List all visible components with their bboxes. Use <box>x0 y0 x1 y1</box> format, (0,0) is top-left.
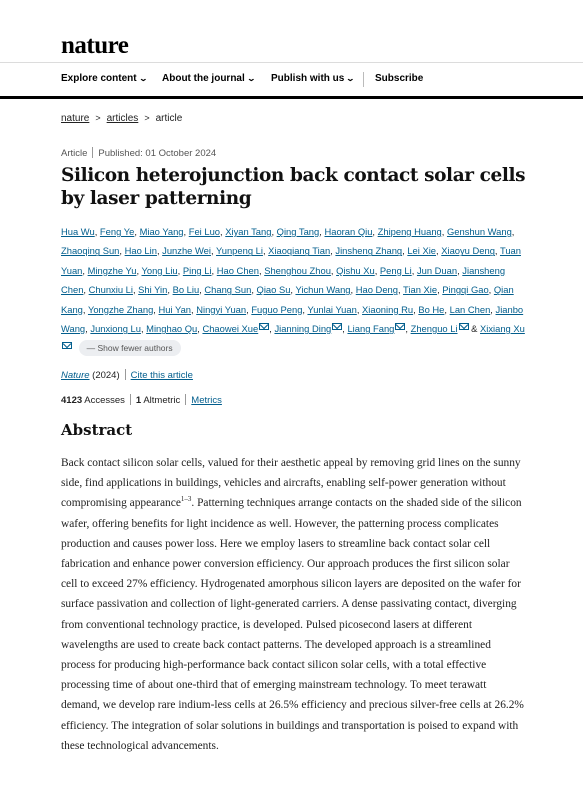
author-link[interactable]: Genshun Wang <box>446 226 512 237</box>
author-link[interactable]: Qiao Su <box>256 284 291 296</box>
breadcrumb-current: article <box>155 113 183 124</box>
author-link[interactable]: Yong Liu <box>141 264 178 276</box>
author-ampersand: & <box>471 323 478 335</box>
author-link[interactable]: Xiaoyu Deng <box>441 245 495 257</box>
citation-line <box>61 369 193 381</box>
author-link[interactable]: Hao Deng <box>355 284 398 296</box>
author-link[interactable]: Tuan Yuan <box>61 245 521 276</box>
author-list: Hua Wu, Feng Ye, Miao Yang, Fei Luo, Xiyan Tang, Qing Tang, Haoran Qiu, Zhipeng Huang, Genshun Wang, Zhaoqing Sun, Hao Lin, Junzhe Wei, Yunpeng Li, Xiaoqiang Tian, Jinsheng Zhang, Lei Xie, Xiaoyu Deng, Tuan Yuan, Mingzhe Yu, Yong Liu, Ping Li, Hao Chen, Shenghou Zhou, Qishu Xu, Peng Li, Jun Duan, Jiansheng Chen, Chunxiu Li, Shi Yin, Bo Liu, Chang Sun, Qiao Su, Yichun Wang, Hao Deng, Tian Xie, Pingqi Gao, Qian Kang, Yongzhe Zhang, Hui Yan, Ningyi Yuan, Fuguo Peng, Yunlai Yuan, Xiaoning Ru, Bo He, Lan Chen, Jianbo Wang, Junxiong Lu, Minghao Qu, Chaowei Xue , Jianning Ding , Liang Fang , Zhenguo Li & Xixiang Xu — Show fewer authors <box>61 222 531 358</box>
author-link[interactable]: Chunxiu Li <box>88 284 133 296</box>
author-link[interactable]: Chaowei Xue <box>202 323 259 335</box>
author-link[interactable]: Ping Li <box>182 264 212 276</box>
journal-link[interactable]: Nature <box>61 370 90 381</box>
chevron-right-icon: > <box>144 113 150 123</box>
author-link[interactable]: Hao Lin <box>124 245 157 257</box>
author-link[interactable]: Haoran Qiu <box>324 226 373 237</box>
author-link[interactable]: Hua Wu <box>61 226 95 237</box>
show-fewer-label: Show fewer authors <box>97 343 173 354</box>
metrics-link[interactable]: Metrics <box>191 395 222 406</box>
author-link[interactable]: Junzhe Wei <box>162 245 211 257</box>
author-link[interactable]: Yunpeng Li <box>216 245 263 257</box>
author-link[interactable]: Jun Duan <box>416 264 458 276</box>
breadcrumb-nature[interactable]: nature <box>61 113 90 124</box>
nature-logo[interactable]: nature <box>61 32 129 59</box>
author-link[interactable]: Zhenguo Li <box>410 323 458 335</box>
nav-divider <box>363 72 364 87</box>
reference-superscript[interactable]: 1–3 <box>180 495 192 504</box>
accesses-label: Accesses <box>84 395 125 406</box>
author-link[interactable]: Miao Yang <box>139 226 184 237</box>
email-icon[interactable] <box>332 323 342 330</box>
author-link[interactable]: Ningyi Yuan <box>196 303 247 315</box>
masthead <box>0 0 583 62</box>
abstract-heading: Abstract <box>61 421 133 439</box>
author-link[interactable]: Jianning Ding <box>274 323 332 335</box>
author-link[interactable]: Yunlai Yuan <box>307 303 357 315</box>
metrics-divider <box>130 394 131 405</box>
author-link[interactable]: Shenghou Zhou <box>264 264 331 276</box>
author-link[interactable]: Shi Yin <box>138 284 168 296</box>
main-nav <box>0 62 583 99</box>
author-link[interactable]: Qing Tang <box>276 226 320 237</box>
author-link[interactable]: Fuguo Peng <box>251 303 303 315</box>
abstract-text-part1: Back contact silicon solar cells, valued for their aesthetic appeal by removing grid lines on the sunny side, find applications in buildings, vehicles and aircrafts, enabling self-power generation without compromising appearance <box>61 457 521 510</box>
altmetric-count: 1 <box>135 395 142 406</box>
author-link[interactable]: Zhaoqing Sun <box>61 245 120 257</box>
metrics-divider <box>185 394 186 405</box>
minus-icon: — <box>86 343 98 354</box>
breadcrumb-articles[interactable]: articles <box>106 113 139 124</box>
cite-this-article-link[interactable]: Cite this article <box>130 370 193 381</box>
altmetric-label: Altmetric <box>143 395 181 406</box>
chevron-down-icon: ⌄ <box>138 74 148 83</box>
author-link[interactable]: Lei Xie <box>407 245 437 257</box>
author-link[interactable]: Lan Chen <box>449 303 491 315</box>
author-link[interactable]: Mingzhe Yu <box>87 264 137 276</box>
article-type: Article <box>61 148 88 159</box>
author-link[interactable]: Xixiang Xu <box>480 323 525 335</box>
author-link[interactable]: Zhipeng Huang <box>377 226 442 237</box>
email-icon[interactable] <box>259 323 269 330</box>
author-link[interactable]: Xiaoqiang Tian <box>268 245 331 257</box>
author-link[interactable]: Jinsheng Zhang <box>335 245 403 257</box>
author-link[interactable]: Jiansheng Chen <box>61 264 506 296</box>
author-link[interactable]: Peng Li <box>379 264 412 276</box>
author-link[interactable]: Jianbo Wang <box>61 303 524 335</box>
abstract-text <box>61 453 524 756</box>
author-link[interactable]: Bo Liu <box>172 284 200 296</box>
author-link[interactable]: Minghao Qu <box>146 323 198 335</box>
chevron-down-icon: ⌄ <box>346 74 356 83</box>
breadcrumb <box>61 113 182 124</box>
author-link[interactable]: Xiaoning Ru <box>362 303 414 315</box>
author-link[interactable]: Chang Sun <box>204 284 252 296</box>
author-link[interactable]: Qian Kang <box>61 284 514 315</box>
author-link[interactable]: Feng Ye <box>99 226 135 237</box>
author-link[interactable]: Qishu Xu <box>336 264 375 276</box>
nav-about-journal[interactable]: About the journal ⌄ <box>162 73 256 84</box>
email-icon[interactable] <box>62 342 72 349</box>
article-meta <box>61 147 216 159</box>
author-link[interactable]: Yongzhe Zhang <box>87 303 154 315</box>
article-title: Silicon heterojunction back contact solar cells by laser patterning <box>61 165 526 209</box>
abstract-text-part2: . Patterning techniques arrange contacts on the shaded side of the silicon wafer, offering benefits for light incidence as well. However, the patterning process complicates production and causes power loss. Here we employ lasers to streamline back contact solar cell fabrication and enhance power conversion efficiency. Our approach produces the first silicon solar cell to exceed 27% efficiency. Hydrogenated amorphous silicon layers are deposited on the wafer for surface passivation and collection of light-generated carriers. A dense passivating contact, diverging from conventional technology practice, is developed. Pulsed picosecond lasers at different wavelengths are used to create back contact patterns. The developed approach is a streamlined process for producing high-performance back contact silicon solar cells, with a total effective processing time of about one-third that of emerging mainstream technology. To meet terawatt demand, we develop rare indium-less cells at 26.5% efficiency and precious silver-free cells at 26.2% efficiency. The integration of solar solutions in buildings and transportation is poised to expand with these technological advancements. <box>61 497 524 752</box>
published-date: Published: 01 October 2024 <box>98 148 217 159</box>
author-link[interactable]: Pingqi Gao <box>442 284 489 296</box>
nav-subscribe[interactable]: Subscribe <box>375 73 424 84</box>
accesses-count: 4123 <box>61 395 83 406</box>
chevron-right-icon: > <box>95 113 101 123</box>
author-link[interactable]: Fei Luo <box>188 226 221 237</box>
citation-year: (2024) <box>92 370 120 381</box>
author-link[interactable]: Hui Yan <box>158 303 192 315</box>
show-fewer-authors-button[interactable] <box>79 340 181 356</box>
nav-explore-content[interactable]: Explore content ⌄ <box>61 73 148 84</box>
chevron-down-icon: ⌄ <box>246 74 256 83</box>
author-link[interactable]: Xiyan Tang <box>225 226 272 237</box>
nav-publish-with-us[interactable]: Publish with us ⌄ <box>271 73 356 84</box>
author-link[interactable]: Tian Xie <box>403 284 438 296</box>
meta-divider <box>92 147 93 158</box>
author-link[interactable]: Liang Fang <box>347 323 395 335</box>
cite-divider <box>125 369 126 380</box>
author-link[interactable]: Bo He <box>418 303 445 315</box>
article-metrics <box>61 394 222 406</box>
author-link[interactable]: Junxiong Lu <box>90 323 141 335</box>
author-link[interactable]: Hao Chen <box>216 264 259 276</box>
author-link[interactable]: Yichun Wang <box>295 284 351 296</box>
email-icon[interactable] <box>395 323 405 330</box>
email-icon[interactable] <box>459 323 469 330</box>
